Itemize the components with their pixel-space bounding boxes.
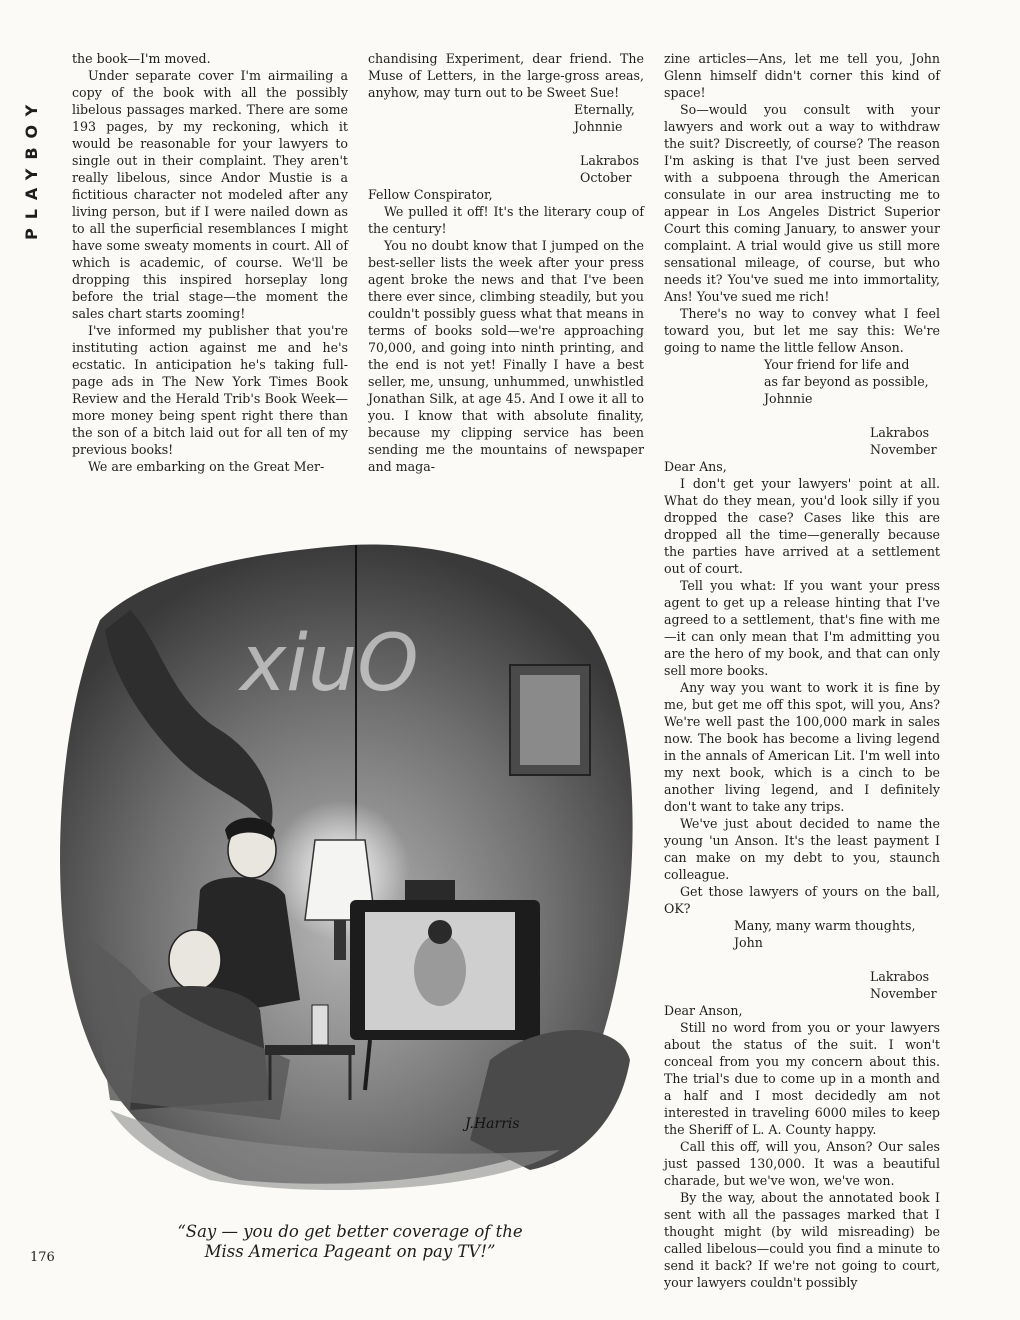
page-number: 176 (30, 1250, 55, 1265)
tv-figure-head (428, 920, 452, 944)
tv-figure (414, 934, 466, 1006)
wall-picture-inner (520, 675, 580, 765)
col1-paragraph-4: We are embarking on the Great Mer- (88, 459, 325, 474)
salutation-dear-ans: Dear Ans, (664, 459, 727, 474)
signature-johnnie-2: Johnnie (764, 391, 813, 406)
col3-paragraph-6: Any way you want to work it is fine by me, but get me off this spot, will you, Ans? We're well past the 100,000 mark in sales now. The book has become a living legend in the annals of American Lit. I'm well into my next book, which is a cinch to be another living legend, and I definitely don't want to take any trips. (664, 680, 940, 814)
cartoon-caption (150, 1222, 550, 1262)
col1-paragraph-1: the book—I'm moved. (72, 51, 211, 66)
col3-paragraph-2: So—would you consult with your lawyers and work out a way to withdraw the suit? Discreetly, of course? The reason I'm asking is that I've just been served with a subpoena through the American consulate in our area instructing me to appear in Los Angeles District Superior Court this coming January, to answer your complaint. A trial would give us still more sensational mileage, of course, but who needs it? You've sued me into immortality, Ans! You've sued me rich! (664, 102, 940, 304)
glass (312, 1005, 328, 1045)
salutation-dear-anson: Dear Anson, (664, 1003, 743, 1018)
dateline-month: October (580, 170, 632, 185)
closing-eternally: Eternally, (574, 102, 635, 117)
dateline-place-3: Lakrabos (870, 969, 930, 984)
coffee-table (265, 1045, 355, 1055)
col3-paragraph-1: zine articles—Ans, let me tell you, John Glenn himself didn't corner this kind of space! (664, 51, 940, 100)
dateline-month-3: November (870, 986, 937, 1001)
dateline-place-2: Lakrabos (870, 425, 930, 440)
masthead (20, 40, 46, 250)
col3-paragraph-5: Tell you what: If you want your press agent to get up a release hinting that I've agreed to a settlement, that's fine with me—it can only mean that I'm admitting you are the hero of my book, and that can only sell more books. (664, 578, 940, 678)
table-lamp-stem (334, 920, 346, 960)
col3-paragraph-8: Get those lawyers of yours on the ball, OK? (664, 884, 940, 916)
seated-man-head (169, 930, 221, 990)
salutation-fellow-conspirator: Fellow Conspirator, (368, 187, 493, 202)
column-3 (664, 50, 940, 1291)
column-2 (368, 50, 644, 475)
masthead-text: PLAYBOY (22, 95, 41, 240)
artist-signature: J.Harris (465, 1116, 520, 1132)
col2-paragraph-2: We pulled it off! It's the literary coup of the century! (368, 204, 644, 236)
closing-friend-line-2: as far beyond as possible, (764, 374, 929, 389)
pay-tv-box (405, 880, 455, 900)
col3-paragraph-7: We've just about decided to name the young 'un Anson. It's the least payment I can make on my debt to you, staunch colleague. (664, 816, 940, 882)
cartoon-illustration (20, 500, 650, 1220)
signature-john: John (734, 935, 763, 950)
dateline-month-2: November (870, 442, 937, 457)
signature-johnnie: Johnnie (574, 119, 623, 134)
col3-paragraph-4: I don't get your lawyers' point at all. What do they mean, you'd look silly if you dropped the case? Cases like this are dropped all the time—generally because the parties have arrived at a settlement out of court. (664, 476, 940, 576)
caption-line-1: “Say — you do get better coverage of the (177, 1222, 523, 1241)
dateline-place: Lakrabos (580, 153, 640, 168)
cartoon-drawing (20, 500, 650, 1220)
col3-paragraph-3: There's no way to convey what I feel toward you, but let me say this: We're going to name the little fellow Anson. (664, 306, 940, 355)
column-1 (72, 50, 348, 475)
closing-friend-line-1: Your friend for life and (764, 357, 910, 372)
col3-paragraph-11: By the way, about the annotated book I sent with all the passages marked that I thought might (by wild misreading) be called libelous—could you find a minute to send it back? If we're not going to court, your lawyers couldn't possibly (664, 1190, 940, 1290)
col2-paragraph-3: You no doubt know that I jumped on the best-seller lists the week after your press agent broke the news and that I've been there ever since, climbing steadily, but you couldn't possibly guess what that means in terms of books sold—we're approaching 70,000, and going into ninth printing, and the end is not yet! Finally I have a best seller, me, unsung, unhummed, unwhistled Jonathan Silk, at age 45. And I owe it all to you. I know that with absolute finality, because my clipping service has been sending me the mountains of newspaper and maga- (368, 238, 644, 474)
closing-warm-thoughts: Many, many warm thoughts, (734, 918, 916, 933)
col1-paragraph-2: Under separate cover I'm airmailing a copy of the book with all the possibly libelous passages marked. There are some 193 pages, by my reckoning, which it would be reasonable for your lawyers to single out in their complaint. They aren't really libelous, since Andor Mustie is a fictitious character not modeled after any living person, but if I were nailed down as to all the superficial resemblances I might have some sweaty moments in court. All of which is academic, of course. We'll be dropping this inspired horseplay long before the trial stage—the moment the sales chart starts zooming! (72, 68, 348, 321)
col3-paragraph-10: Call this off, will you, Anson? Our sales just passed 130,000. It was a beautiful charade, but we've won, we've won. (664, 1139, 940, 1188)
col3-paragraph-9: Still no word from you or your lawyers about the status of the suit. I won't conceal from you my concern about this. The trial's due to come up in a month and a half and I most decidedly am not interested in traveling 6000 miles to keep the Sheriff of L. A. County happy. (664, 1020, 940, 1137)
watermark: xiuO (240, 619, 419, 709)
caption-line-2: Miss America Pageant on pay TV!” (204, 1242, 496, 1261)
col2-paragraph-1: chandising Experiment, dear friend. The Muse of Letters, in the large-gross areas, anyhow, may turn out to be Sweet Sue! (368, 51, 644, 100)
col1-paragraph-3: I've informed my publisher that you're instituting action against me and he's ecstatic. In anticipation he's taking full-page ads in The New York Times Book Review and the Herald Trib's Book Week—more money being spent right there than the son of a bitch laid out for all ten of my previous books! (72, 323, 348, 457)
